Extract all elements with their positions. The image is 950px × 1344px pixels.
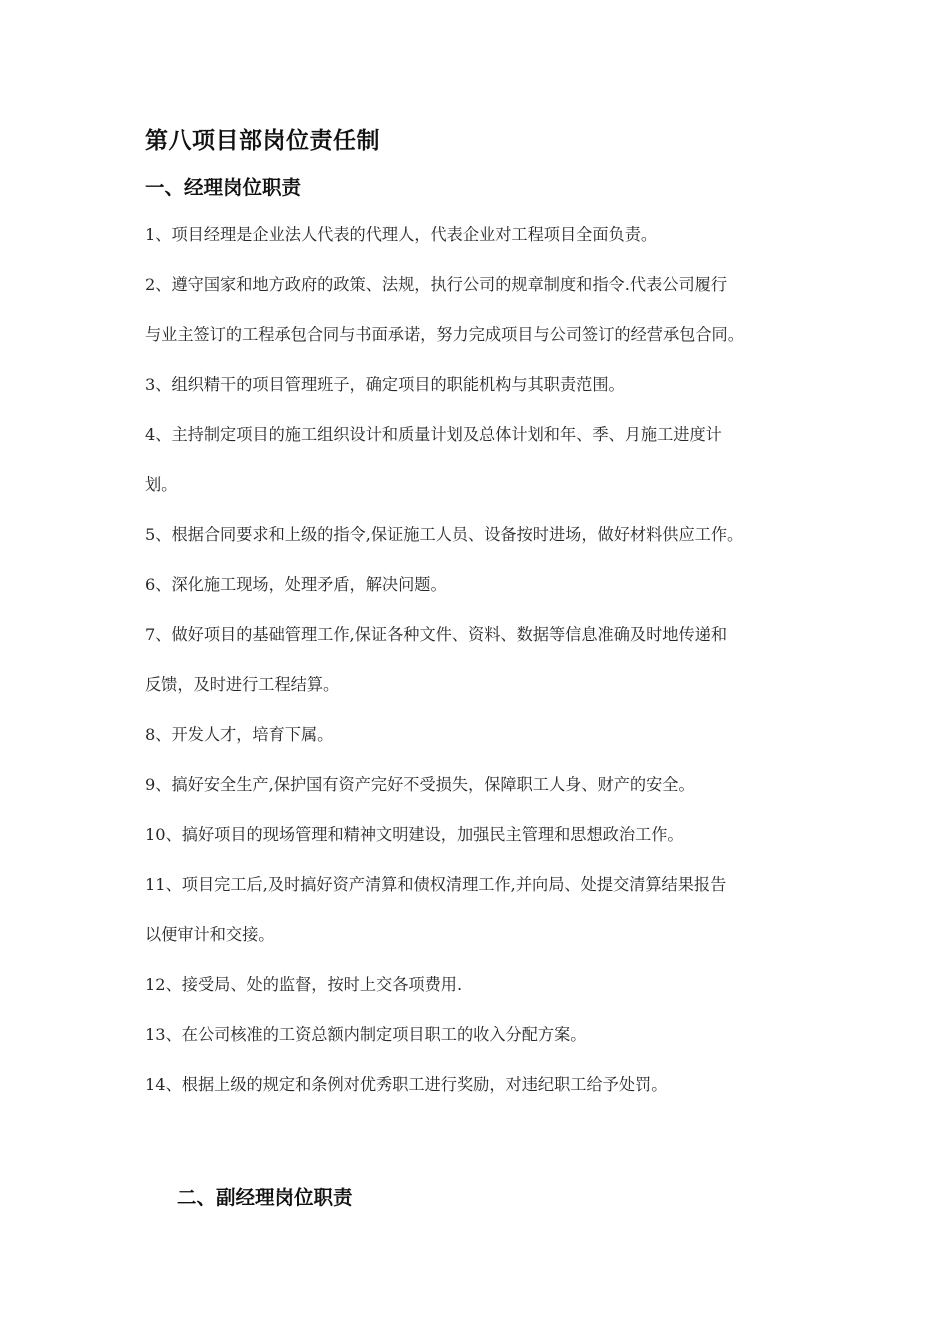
duty-line: 2、遵守国家和地方政府的政策、法规，执行公司的规章制度和指令.代表公司履行 xyxy=(145,275,728,294)
duty-line: 4、主持制定项目的施工组织设计和质量计划及总体计划和年、季、月施工进度计 xyxy=(145,425,722,444)
duty-line: 反馈，及时进行工程结算。 xyxy=(145,675,340,694)
duty-line: 11、项目完工后,及时搞好资产清算和债权清理工作,并向局、处提交清算结果报告 xyxy=(145,875,727,894)
manager-duties-list xyxy=(145,222,845,1122)
section-heading-manager: 一、经理岗位职责 xyxy=(145,176,302,199)
duty-line: 与业主签订的工程承包合同与书面承诺，努力完成项目与公司签订的经营承包合同。 xyxy=(145,325,744,344)
duty-line: 13、在公司核准的工资总额内制定项目职工的收入分配方案。 xyxy=(145,1025,587,1044)
duty-line: 划。 xyxy=(145,475,178,494)
duty-line: 10、搞好项目的现场管理和精神文明建设，加强民主管理和思想政治工作。 xyxy=(145,825,684,844)
duty-line: 3、组织精干的项目管理班子，确定项目的职能机构与其职责范围。 xyxy=(145,375,625,394)
document-title: 第八项目部岗位责任制 xyxy=(145,128,380,154)
duty-line: 9、搞好安全生产,保护国有资产完好不受损失，保障职工人身、财产的安全。 xyxy=(145,775,695,794)
section-heading-deputy-manager: 二、副经理岗位职责 xyxy=(177,1186,353,1209)
duty-line: 5、根据合同要求和上级的指令,保证施工人员、设备按时进场，做好材料供应工作。 xyxy=(145,525,744,544)
duty-line: 6、深化施工现场，处理矛盾，解决问题。 xyxy=(145,575,447,594)
duty-line: 以便审计和交接。 xyxy=(145,925,275,944)
duty-line: 8、开发人才，培育下属。 xyxy=(145,725,334,744)
duty-line: 1、项目经理是企业法人代表的代理人，代表企业对工程项目全面负责。 xyxy=(145,225,658,244)
duty-line: 14、根据上级的规定和条例对优秀职工进行奖励，对违纪职工给予处罚。 xyxy=(145,1075,668,1094)
duty-line: 12、接受局、处的监督，按时上交各项费用. xyxy=(145,975,463,994)
duty-line: 7、做好项目的基础管理工作,保证各种文件、资料、数据等信息准确及时地传递和 xyxy=(145,625,728,644)
